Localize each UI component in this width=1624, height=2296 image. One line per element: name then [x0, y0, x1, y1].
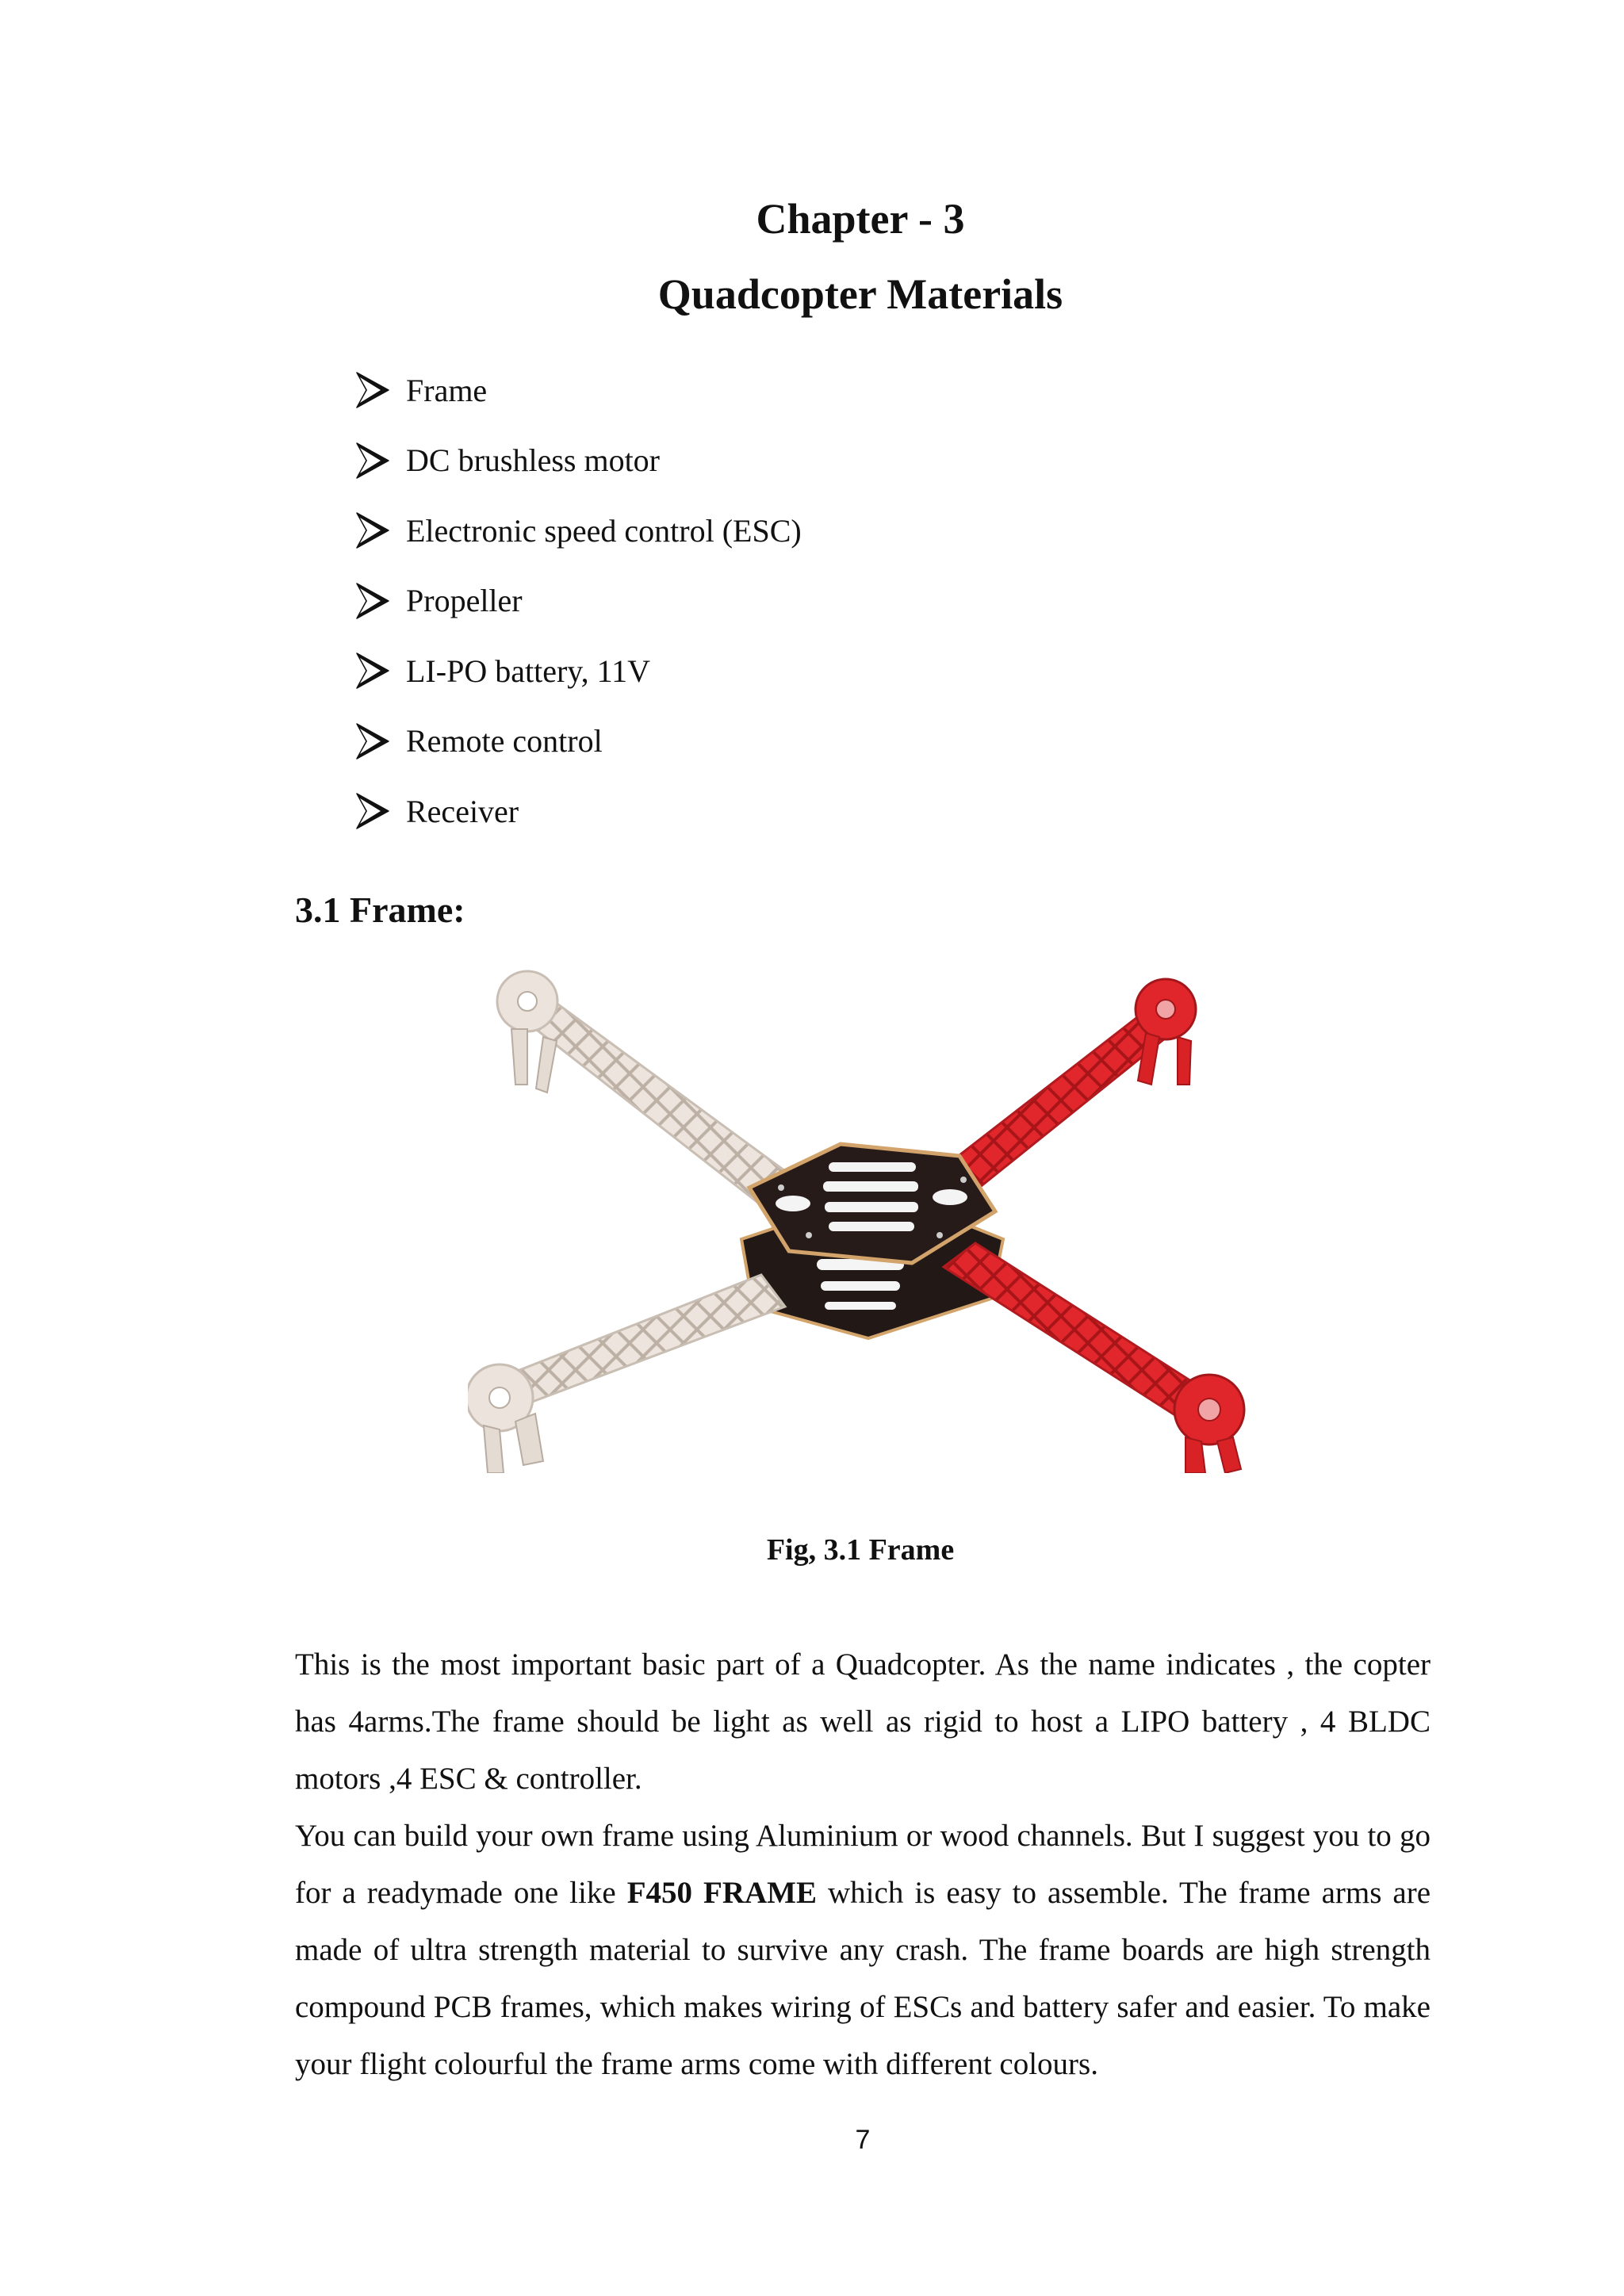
- chapter-title: Chapter - 3: [756, 195, 965, 243]
- list-item: [355, 496, 802, 566]
- paragraph: [295, 1808, 1431, 2093]
- white-arm-bottom: [468, 1275, 785, 1473]
- paragraph-text: which is easy to assemble. The frame arms are made of ultra strength material to survive any crash. The frame boards are high strength compound PCB frames, which makes wiring of ESCs and battery safer and easier. To make your flight colourful the frame arms come with different colours.: [295, 1876, 1431, 2081]
- arrow-bullet-icon: [355, 441, 390, 480]
- list-item: [355, 426, 802, 496]
- list-item-label: DC brushless motor: [406, 442, 660, 479]
- list-item-label: Electronic speed control (ESC): [406, 512, 802, 549]
- arrow-bullet-icon: [355, 651, 390, 691]
- arrow-bullet-icon: [355, 791, 390, 831]
- arrow-bullet-icon: [355, 370, 390, 410]
- white-arm-top: [497, 971, 797, 1211]
- figure-caption: Fig, 3.1 Frame: [766, 1533, 955, 1567]
- list-item-label: Frame: [406, 372, 488, 408]
- list-item: [355, 636, 802, 706]
- list-item: [355, 776, 802, 847]
- quadcopter-frame-image: [468, 966, 1253, 1473]
- red-arm-bottom: [944, 1243, 1244, 1473]
- arrow-bullet-icon: [355, 511, 390, 550]
- paragraph: This is the most important basic part of a Quadcopter. As the name indicates , the copter has 4arms.The frame should be light as well as rigid to host a LIPO battery , 4 BLDC motors ,4 ESC & controller.: [295, 1647, 1431, 1796]
- body-text: [295, 1636, 1431, 2093]
- paragraph-text: You can build your own frame using Aluminium or wood channels. But I suggest you to go for a readymade one like: [295, 1819, 1431, 1910]
- list-item-label: Propeller: [406, 583, 523, 619]
- arrow-bullet-icon: [355, 581, 390, 621]
- materials-list: [355, 355, 802, 847]
- list-item: [355, 355, 802, 426]
- list-item: [355, 706, 802, 777]
- list-item-label: LI-PO battery, 11V: [406, 652, 651, 689]
- chapter-subtitle: Quadcopter Materials: [657, 270, 1063, 318]
- list-item-label: Remote control: [406, 723, 603, 760]
- bold-term: F450 FRAME: [626, 1876, 817, 1910]
- page-number: 7: [855, 2125, 871, 2155]
- list-item: [355, 566, 802, 637]
- arrow-bullet-icon: [355, 721, 390, 761]
- list-item-label: Receiver: [406, 793, 519, 829]
- section-heading: 3.1 Frame:: [295, 890, 465, 930]
